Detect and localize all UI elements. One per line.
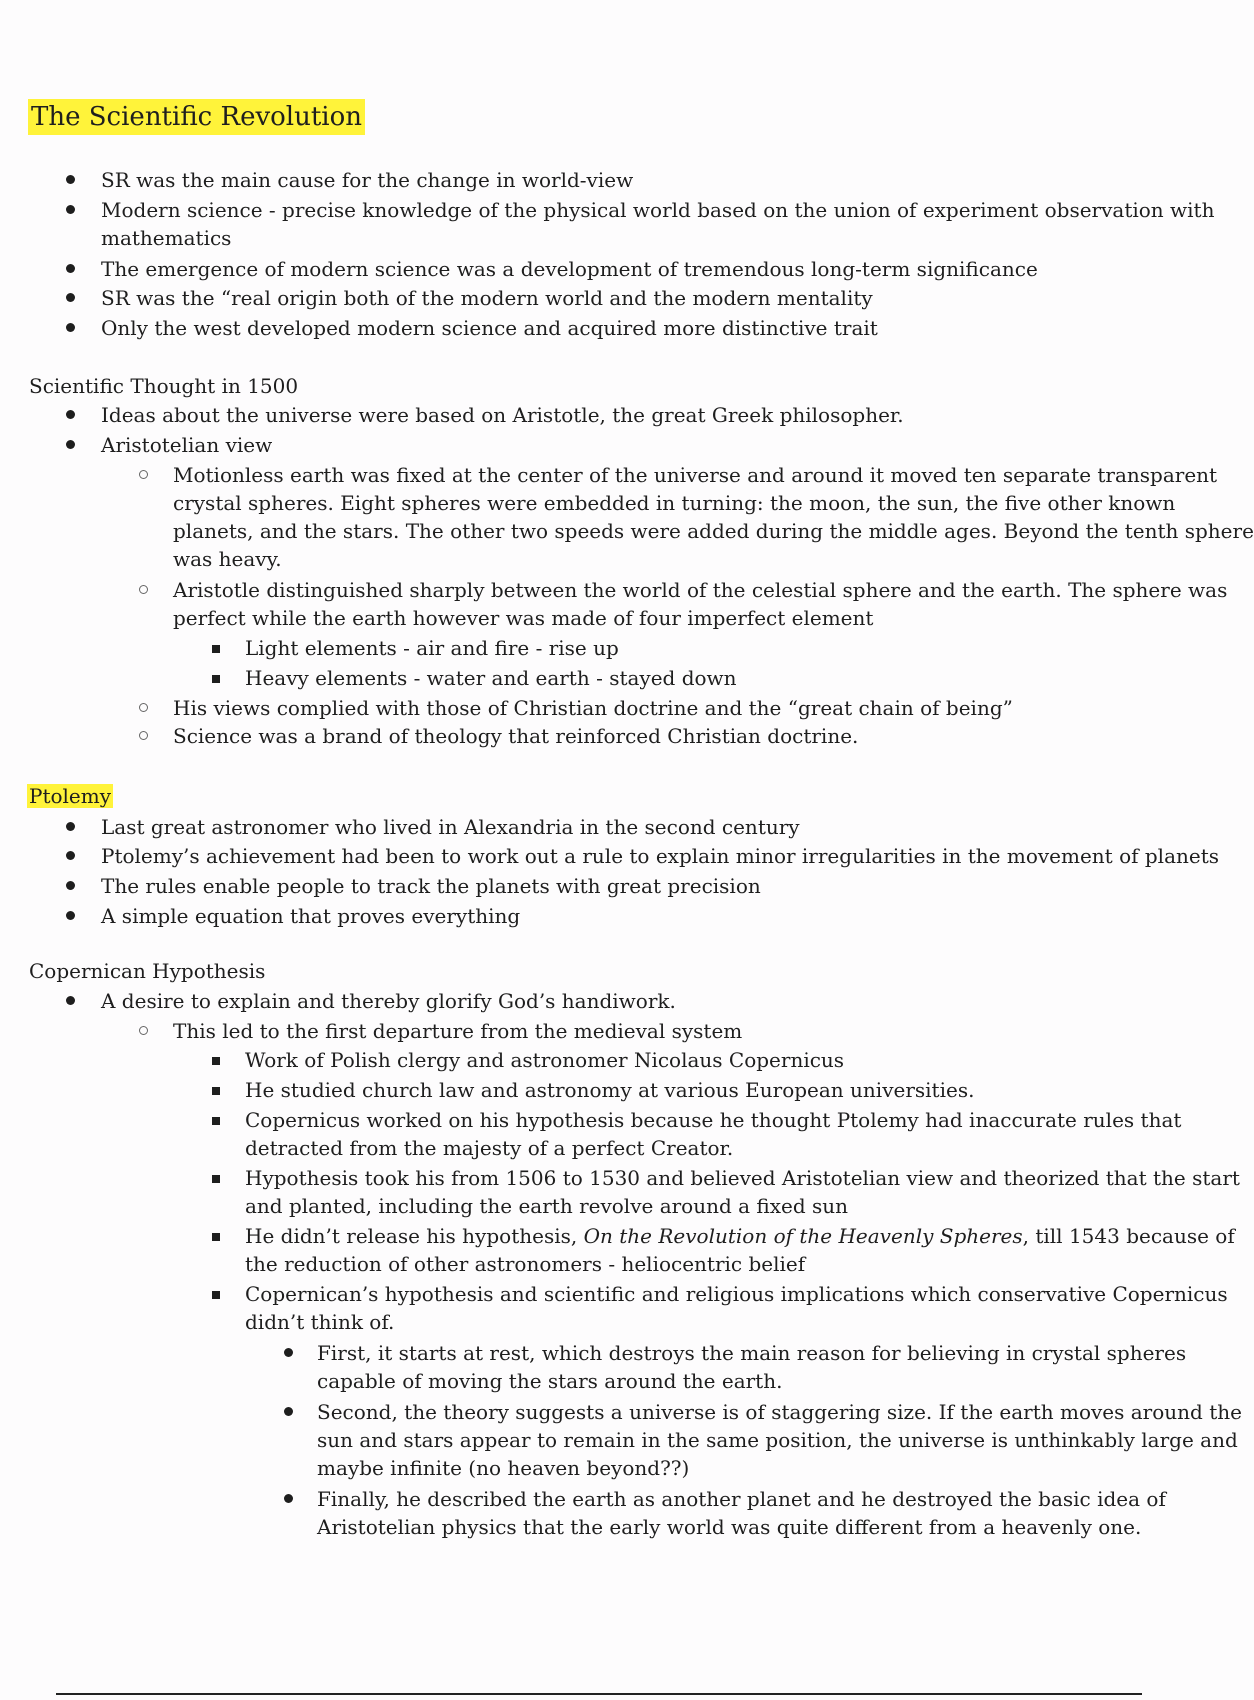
list-item: Work of Polish clergy and astronomer Nicolaus Copernicus	[245, 1048, 845, 1072]
list-item: Ideas about the universe were based on Aristotle, the great Greek philosopher.	[101, 403, 904, 427]
list-item-continuation: the reduction of other astronomers - heliocentric belief	[245, 1252, 806, 1276]
book-reference-pre: He didn’t release his hypothesis,	[245, 1224, 584, 1248]
list-item: A simple equation that proves everything	[101, 904, 521, 928]
book-title: On the Revolution of the Heavenly Spheres	[583, 1224, 1023, 1248]
list-item: Science was a brand of theology that reinforced Christian doctrine.	[173, 724, 859, 748]
book-reference-post: , till 1543 because of	[1022, 1224, 1235, 1248]
list-item: Copernican’s hypothesis and scientific and religious implications which conservative Copernicus	[245, 1282, 1228, 1306]
list-item: Last great astronomer who lived in Alexandria in the second century	[101, 815, 800, 839]
list-item-continuation: sun and stars appear to remain in the same position, the universe is unthinkably large and	[317, 1428, 1238, 1452]
list-item: Modern science - precise knowledge of the physical world based on the union of experiment observation with	[101, 198, 1215, 222]
list-item-continuation: crystal spheres. Eight spheres were embedded in turning: the moon, the sun, the five other known	[173, 491, 1176, 515]
document-title: The Scientific Revolution	[28, 99, 365, 135]
list-item: Heavy elements - water and earth - stayed down	[245, 666, 737, 690]
section-heading-ptolemy	[27, 782, 113, 810]
list-item-continuation: didn’t think of.	[245, 1310, 395, 1334]
list-item: Only the west developed modern science and acquired more distinctive trait	[101, 316, 878, 340]
list-item: SR was the “real origin both of the modern world and the modern mentality	[101, 286, 873, 310]
list-item-continuation: planets, and the stars. The other two speeds were added during the middle ages. Beyond the tenth sphere	[173, 519, 1254, 543]
list-item: He studied church law and astronomy at various European universities.	[245, 1078, 975, 1102]
list-item: SR was the main cause for the change in world-view	[101, 168, 634, 192]
list-item: Aristotelian view	[101, 433, 273, 457]
list-item: The emergence of modern science was a development of tremendous long-term significance	[101, 257, 1038, 281]
list-item: The rules enable people to track the planets with great precision	[101, 874, 761, 898]
list-item: Motionless earth was fixed at the center of the universe and around it moved ten separate transparent	[173, 463, 1218, 487]
list-item-continuation: Aristotelian physics that the early world was quite different from a heavenly one.	[317, 1515, 1142, 1539]
bottom-divider	[56, 1693, 1142, 1695]
list-item: Ptolemy’s achievement had been to work out a rule to explain minor irregularities in the movement of planets	[101, 844, 1220, 868]
list-item: This led to the first departure from the medieval system	[173, 1019, 743, 1043]
list-item: Hypothesis took his from 1506 to 1530 and believed Aristotelian view and theorized that the start	[245, 1166, 1240, 1190]
list-item: Light elements - air and fire - rise up	[245, 636, 619, 660]
section-heading-copernican: Copernican Hypothesis	[29, 959, 266, 983]
list-item: Aristotle distinguished sharply between the world of the celestial sphere and the earth. The sphere was	[173, 578, 1228, 602]
list-item: Second, the theory suggests a universe is of staggering size. If the earth moves around the	[317, 1400, 1242, 1424]
list-item-continuation: and planted, including the earth revolve around a fixed sun	[245, 1194, 849, 1218]
list-item-continuation: was heavy.	[173, 547, 282, 571]
list-item-continuation: maybe infinite (no heaven beyond??)	[317, 1456, 690, 1480]
list-item: Finally, he described the earth as another planet and he destroyed the basic idea of	[317, 1487, 1166, 1511]
section-heading-scientific-thought: Scientific Thought in 1500	[29, 374, 299, 398]
list-item-continuation: mathematics	[101, 226, 232, 250]
list-item-continuation: detracted from the majesty of a perfect Creator.	[245, 1136, 734, 1160]
list-item: A desire to explain and thereby glorify God’s handiwork.	[101, 989, 676, 1013]
list-item: His views complied with those of Christian doctrine and the “great chain of being”	[173, 696, 1013, 720]
list-item	[245, 1222, 1235, 1250]
list-item-continuation: capable of moving the stars around the earth.	[317, 1369, 783, 1393]
highlighted-heading: Ptolemy	[29, 784, 112, 808]
list-item: First, it starts at rest, which destroys the main reason for believing in crystal spheres	[317, 1341, 1187, 1365]
list-item: Copernicus worked on his hypothesis because he thought Ptolemy had inaccurate rules that	[245, 1108, 1182, 1132]
list-item-continuation: perfect while the earth however was made of four imperfect element	[173, 606, 874, 630]
